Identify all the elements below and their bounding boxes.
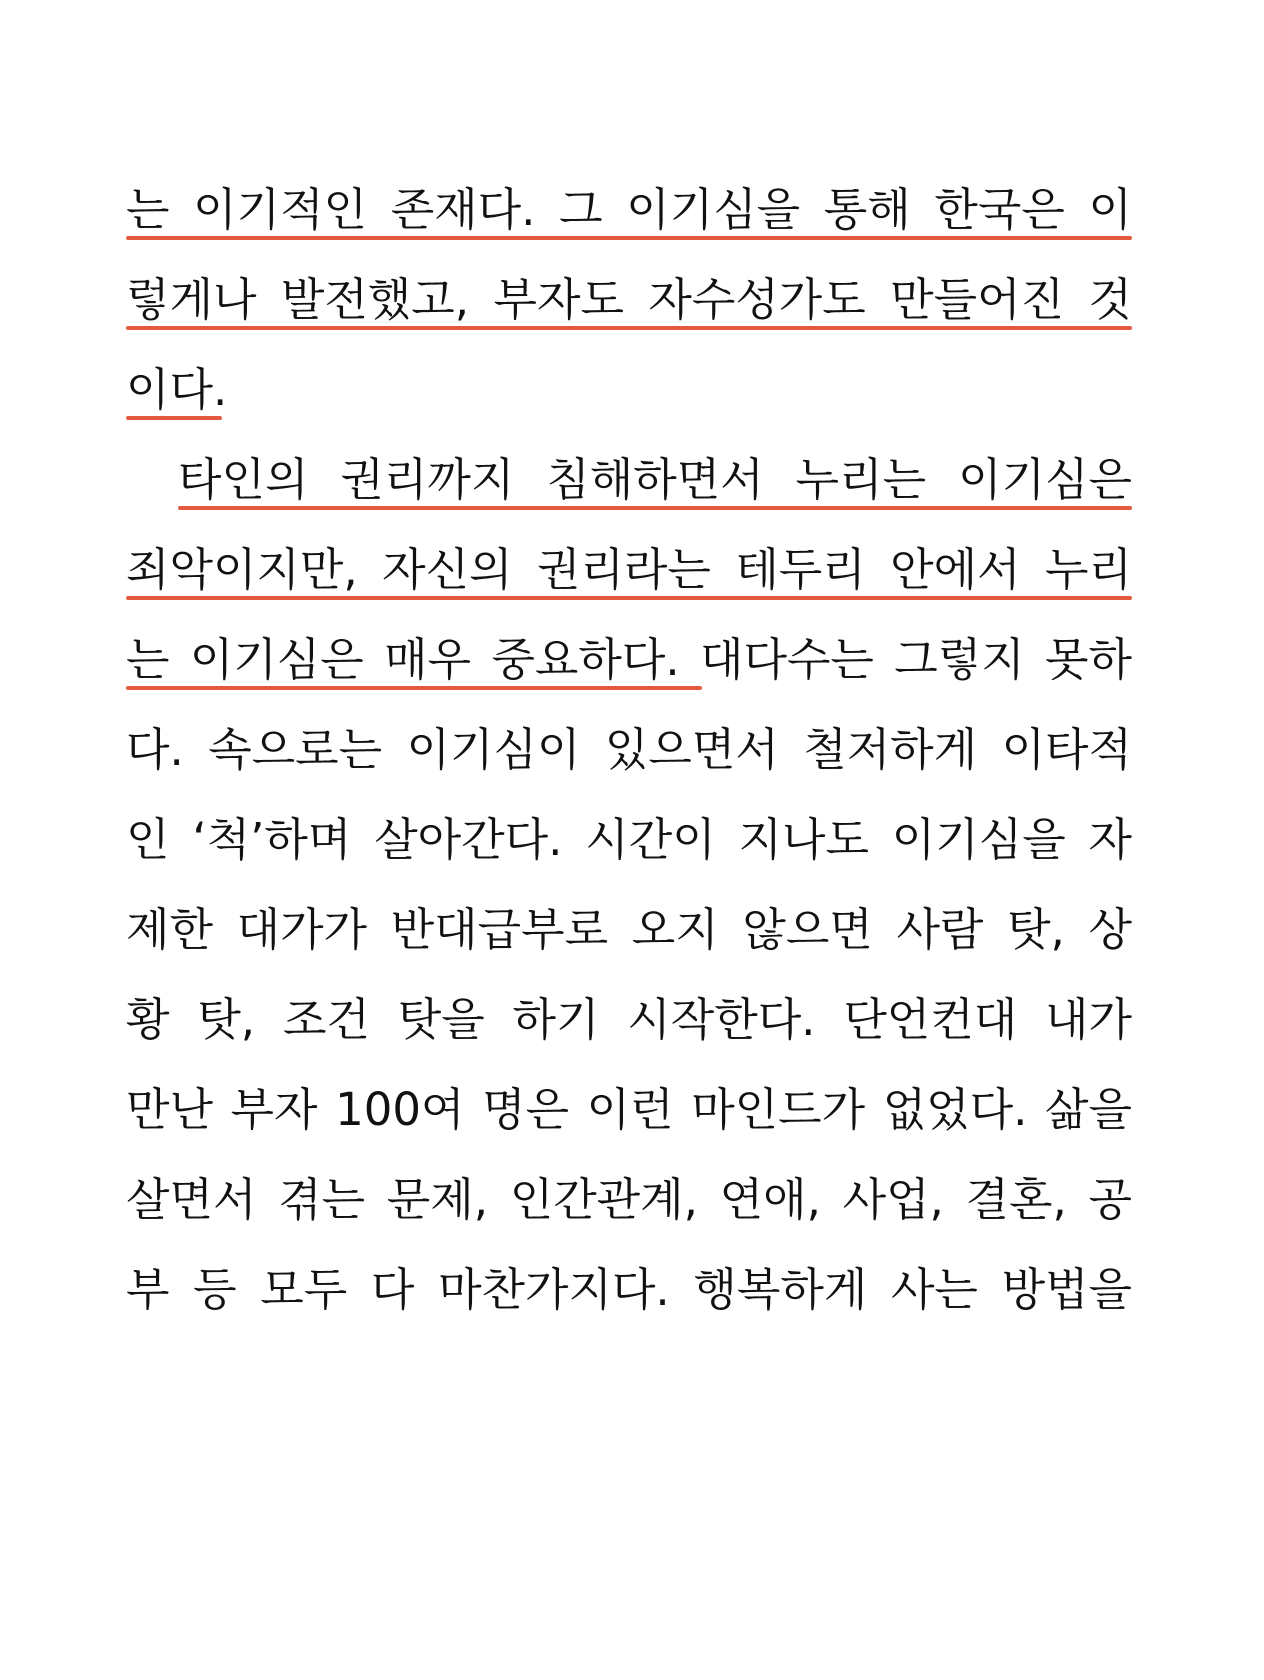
body-text — [126, 180, 1132, 1350]
text-line-1 — [126, 180, 1132, 270]
text-line-6 — [126, 630, 1132, 720]
line-text: 제한 대가가 반대급부로 오지 않으면 사람 탓, 상 — [126, 903, 1132, 956]
text-line-7 — [126, 720, 1132, 810]
highlight-underline — [126, 686, 702, 690]
text-line-13 — [126, 1260, 1132, 1350]
text-line-12 — [126, 1170, 1132, 1260]
text-line-10 — [126, 990, 1132, 1080]
line-text: 인 ‘척’하며 살아간다. 시간이 지나도 이기심을 자 — [126, 813, 1132, 866]
text-line-2 — [126, 270, 1132, 360]
text-line-11 — [126, 1080, 1132, 1170]
highlight-underline — [178, 506, 1132, 510]
text-line-5 — [126, 540, 1132, 630]
line-text: 만난 부자 100여 명은 이런 마인드가 없었다. 삶을 — [126, 1083, 1132, 1136]
line-text: 렇게나 발전했고, 부자도 자수성가도 만들어진 것 — [126, 273, 1132, 326]
highlight-underline — [126, 326, 1132, 330]
line-text: 는 이기심은 매우 중요하다. 대다수는 그렇지 못하 — [126, 633, 1132, 686]
line-text: 살면서 겪는 문제, 인간관계, 연애, 사업, 결혼, 공 — [126, 1173, 1132, 1226]
text-line-9 — [126, 900, 1132, 990]
highlight-underline — [126, 236, 1132, 240]
highlight-underline — [126, 596, 1132, 600]
line-text: 황 탓, 조건 탓을 하기 시작한다. 단언컨대 내가 — [126, 993, 1132, 1046]
line-text: 는 이기적인 존재다. 그 이기심을 통해 한국은 이 — [126, 183, 1132, 236]
highlight-underline — [126, 416, 222, 420]
text-line-3 — [126, 360, 1132, 450]
line-text: 타인의 권리까지 침해하면서 누리는 이기심은 — [178, 453, 1132, 506]
line-text: 부 등 모두 다 마찬가지다. 행복하게 사는 방법을 — [126, 1263, 1132, 1316]
line-text: 죄악이지만, 자신의 권리라는 테두리 안에서 누리 — [126, 543, 1132, 596]
line-text: 다. 속으로는 이기심이 있으면서 철저하게 이타적 — [126, 723, 1132, 776]
line-text: 이다. — [126, 363, 228, 416]
text-line-4 — [126, 450, 1132, 540]
text-line-8 — [126, 810, 1132, 900]
